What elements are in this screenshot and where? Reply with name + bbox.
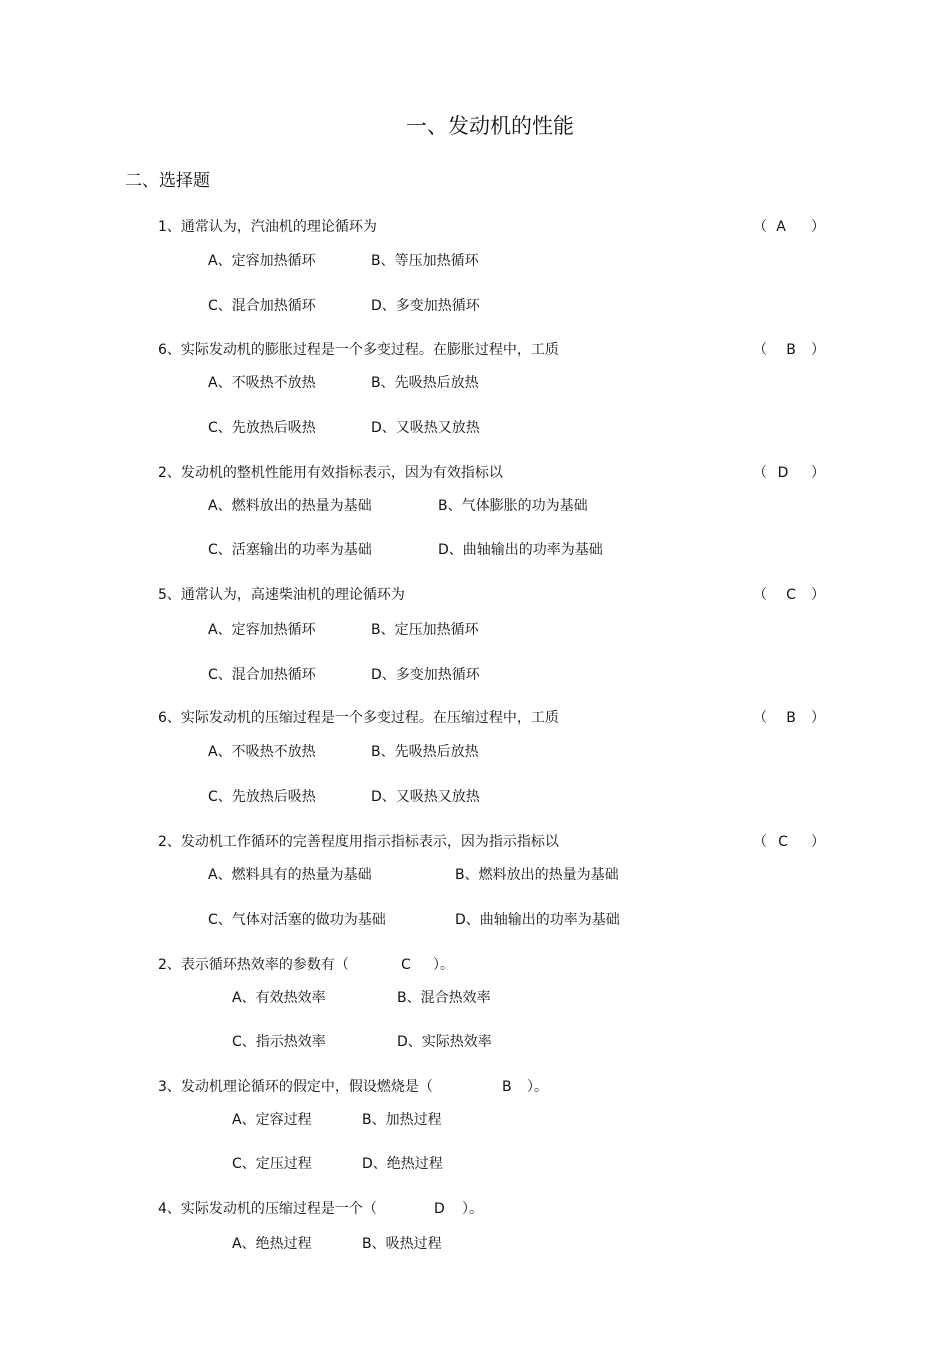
- question-3: [0, 463, 950, 483]
- answer-letter: D: [777, 465, 789, 481]
- option-a: A、定容加热循环: [208, 253, 316, 269]
- question-text-end: ）。: [527, 1079, 548, 1095]
- open-bracket: （: [753, 465, 767, 481]
- option-row: [0, 865, 950, 885]
- option-row: [0, 296, 950, 316]
- option-d: D、曲轴输出的功率为基础: [455, 912, 620, 928]
- question-text: 5、通常认为，高速柴油机的理论循环为: [158, 587, 405, 603]
- option-a: A、有效热效率: [232, 990, 326, 1006]
- option-row: [0, 665, 950, 685]
- option-d: D、多变加热循环: [371, 298, 480, 314]
- option-d: D、曲轴输出的功率为基础: [438, 542, 603, 558]
- answer-letter: D: [434, 1201, 445, 1217]
- question-6: [0, 832, 950, 852]
- answer-box: [753, 832, 825, 852]
- question-5: [0, 708, 950, 728]
- option-row: [0, 540, 950, 560]
- option-d: D、多变加热循环: [371, 667, 480, 683]
- option-b: B、气体膨胀的功为基础: [438, 498, 588, 514]
- option-c: C、活塞输出的功率为基础: [208, 542, 372, 558]
- option-a: A、燃料具有的热量为基础: [208, 867, 372, 883]
- question-4: [0, 585, 950, 605]
- question-text: 6、实际发动机的压缩过程是一个多变过程。在压缩过程中，工质: [158, 710, 559, 726]
- question-1: [0, 217, 950, 237]
- open-bracket: （: [753, 587, 767, 603]
- option-c: C、先放热后吸热: [208, 789, 316, 805]
- answer-box: [753, 708, 825, 728]
- option-row: [0, 742, 950, 762]
- answer-letter: A: [776, 219, 786, 235]
- option-a: A、不吸热不放热: [208, 375, 316, 391]
- option-b: B、吸热过程: [362, 1236, 442, 1252]
- answer-letter: B: [502, 1079, 512, 1095]
- answer-box: [753, 585, 825, 605]
- option-c: C、混合加热循环: [208, 298, 316, 314]
- option-c: C、指示热效率: [232, 1034, 326, 1050]
- option-row: [0, 1032, 950, 1052]
- option-a: A、不吸热不放热: [208, 744, 316, 760]
- option-row: [0, 988, 950, 1008]
- option-c: C、气体对活塞的做功为基础: [208, 912, 386, 928]
- option-a: A、燃料放出的热量为基础: [208, 498, 372, 514]
- option-a: A、定容过程: [232, 1112, 312, 1128]
- answer-letter: B: [786, 342, 796, 358]
- option-b: B、加热过程: [362, 1112, 442, 1128]
- close-bracket: ）: [811, 342, 825, 358]
- option-b: B、先吸热后放热: [371, 375, 479, 391]
- option-row: [0, 910, 950, 930]
- option-d: D、实际热效率: [397, 1034, 492, 1050]
- option-row: [0, 1110, 950, 1130]
- close-bracket: ）: [811, 587, 825, 603]
- option-a: A、定容加热循环: [208, 622, 316, 638]
- answer-letter: B: [786, 710, 796, 726]
- option-c: C、混合加热循环: [208, 667, 316, 683]
- option-row: [0, 620, 950, 640]
- option-d: D、又吸热又放热: [371, 420, 480, 436]
- option-row: [0, 373, 950, 393]
- option-row: [0, 496, 950, 516]
- close-bracket: ）: [811, 834, 825, 850]
- option-a: A、绝热过程: [232, 1236, 312, 1252]
- option-row: [0, 1234, 950, 1254]
- option-row: [0, 1154, 950, 1174]
- question-8: [0, 1077, 950, 1097]
- question-2: [0, 340, 950, 360]
- question-text: 2、发动机工作循环的完善程度用指示指标表示，因为指示指标以: [158, 834, 559, 850]
- question-text: 6、实际发动机的膨胀过程是一个多变过程。在膨胀过程中，工质: [158, 342, 559, 358]
- option-b: B、定压加热循环: [371, 622, 479, 638]
- question-text-end: ）。: [462, 1201, 483, 1217]
- option-row: [0, 251, 950, 271]
- answer-letter: C: [778, 834, 788, 850]
- option-b: B、先吸热后放热: [371, 744, 479, 760]
- question-text-end: ）。: [433, 957, 454, 973]
- option-b: B、混合热效率: [397, 990, 491, 1006]
- open-bracket: （: [753, 342, 767, 358]
- option-b: B、等压加热循环: [371, 253, 479, 269]
- open-bracket: （: [753, 834, 767, 850]
- option-c: C、先放热后吸热: [208, 420, 316, 436]
- answer-box: [753, 340, 825, 360]
- option-d: D、又吸热又放热: [371, 789, 480, 805]
- answer-box: [753, 217, 825, 237]
- close-bracket: ）: [811, 710, 825, 726]
- option-c: C、定压过程: [232, 1156, 312, 1172]
- question-text: 4、实际发动机的压缩过程是一个（: [158, 1201, 377, 1217]
- question-text: 2、发动机的整机性能用有效指标表示，因为有效指标以: [158, 465, 503, 481]
- option-row: [0, 418, 950, 438]
- question-7: [0, 955, 950, 975]
- option-b: B、燃料放出的热量为基础: [455, 867, 619, 883]
- answer-letter: C: [786, 587, 796, 603]
- open-bracket: （: [753, 219, 767, 235]
- page-title: 一、发动机的性能: [406, 114, 574, 138]
- question-text: 1、通常认为，汽油机的理论循环为: [158, 219, 377, 235]
- question-9: [0, 1199, 950, 1219]
- option-row: [0, 787, 950, 807]
- answer-box: [753, 463, 825, 483]
- answer-letter: C: [401, 957, 411, 973]
- question-text: 3、发动机理论循环的假定中，假设燃烧是（: [158, 1079, 433, 1095]
- close-bracket: ）: [811, 465, 825, 481]
- question-text: 2、表示循环热效率的参数有（: [158, 957, 349, 973]
- open-bracket: （: [753, 710, 767, 726]
- close-bracket: ）: [811, 219, 825, 235]
- option-d: D、绝热过程: [362, 1156, 443, 1172]
- section-title: 二、选择题: [125, 171, 210, 191]
